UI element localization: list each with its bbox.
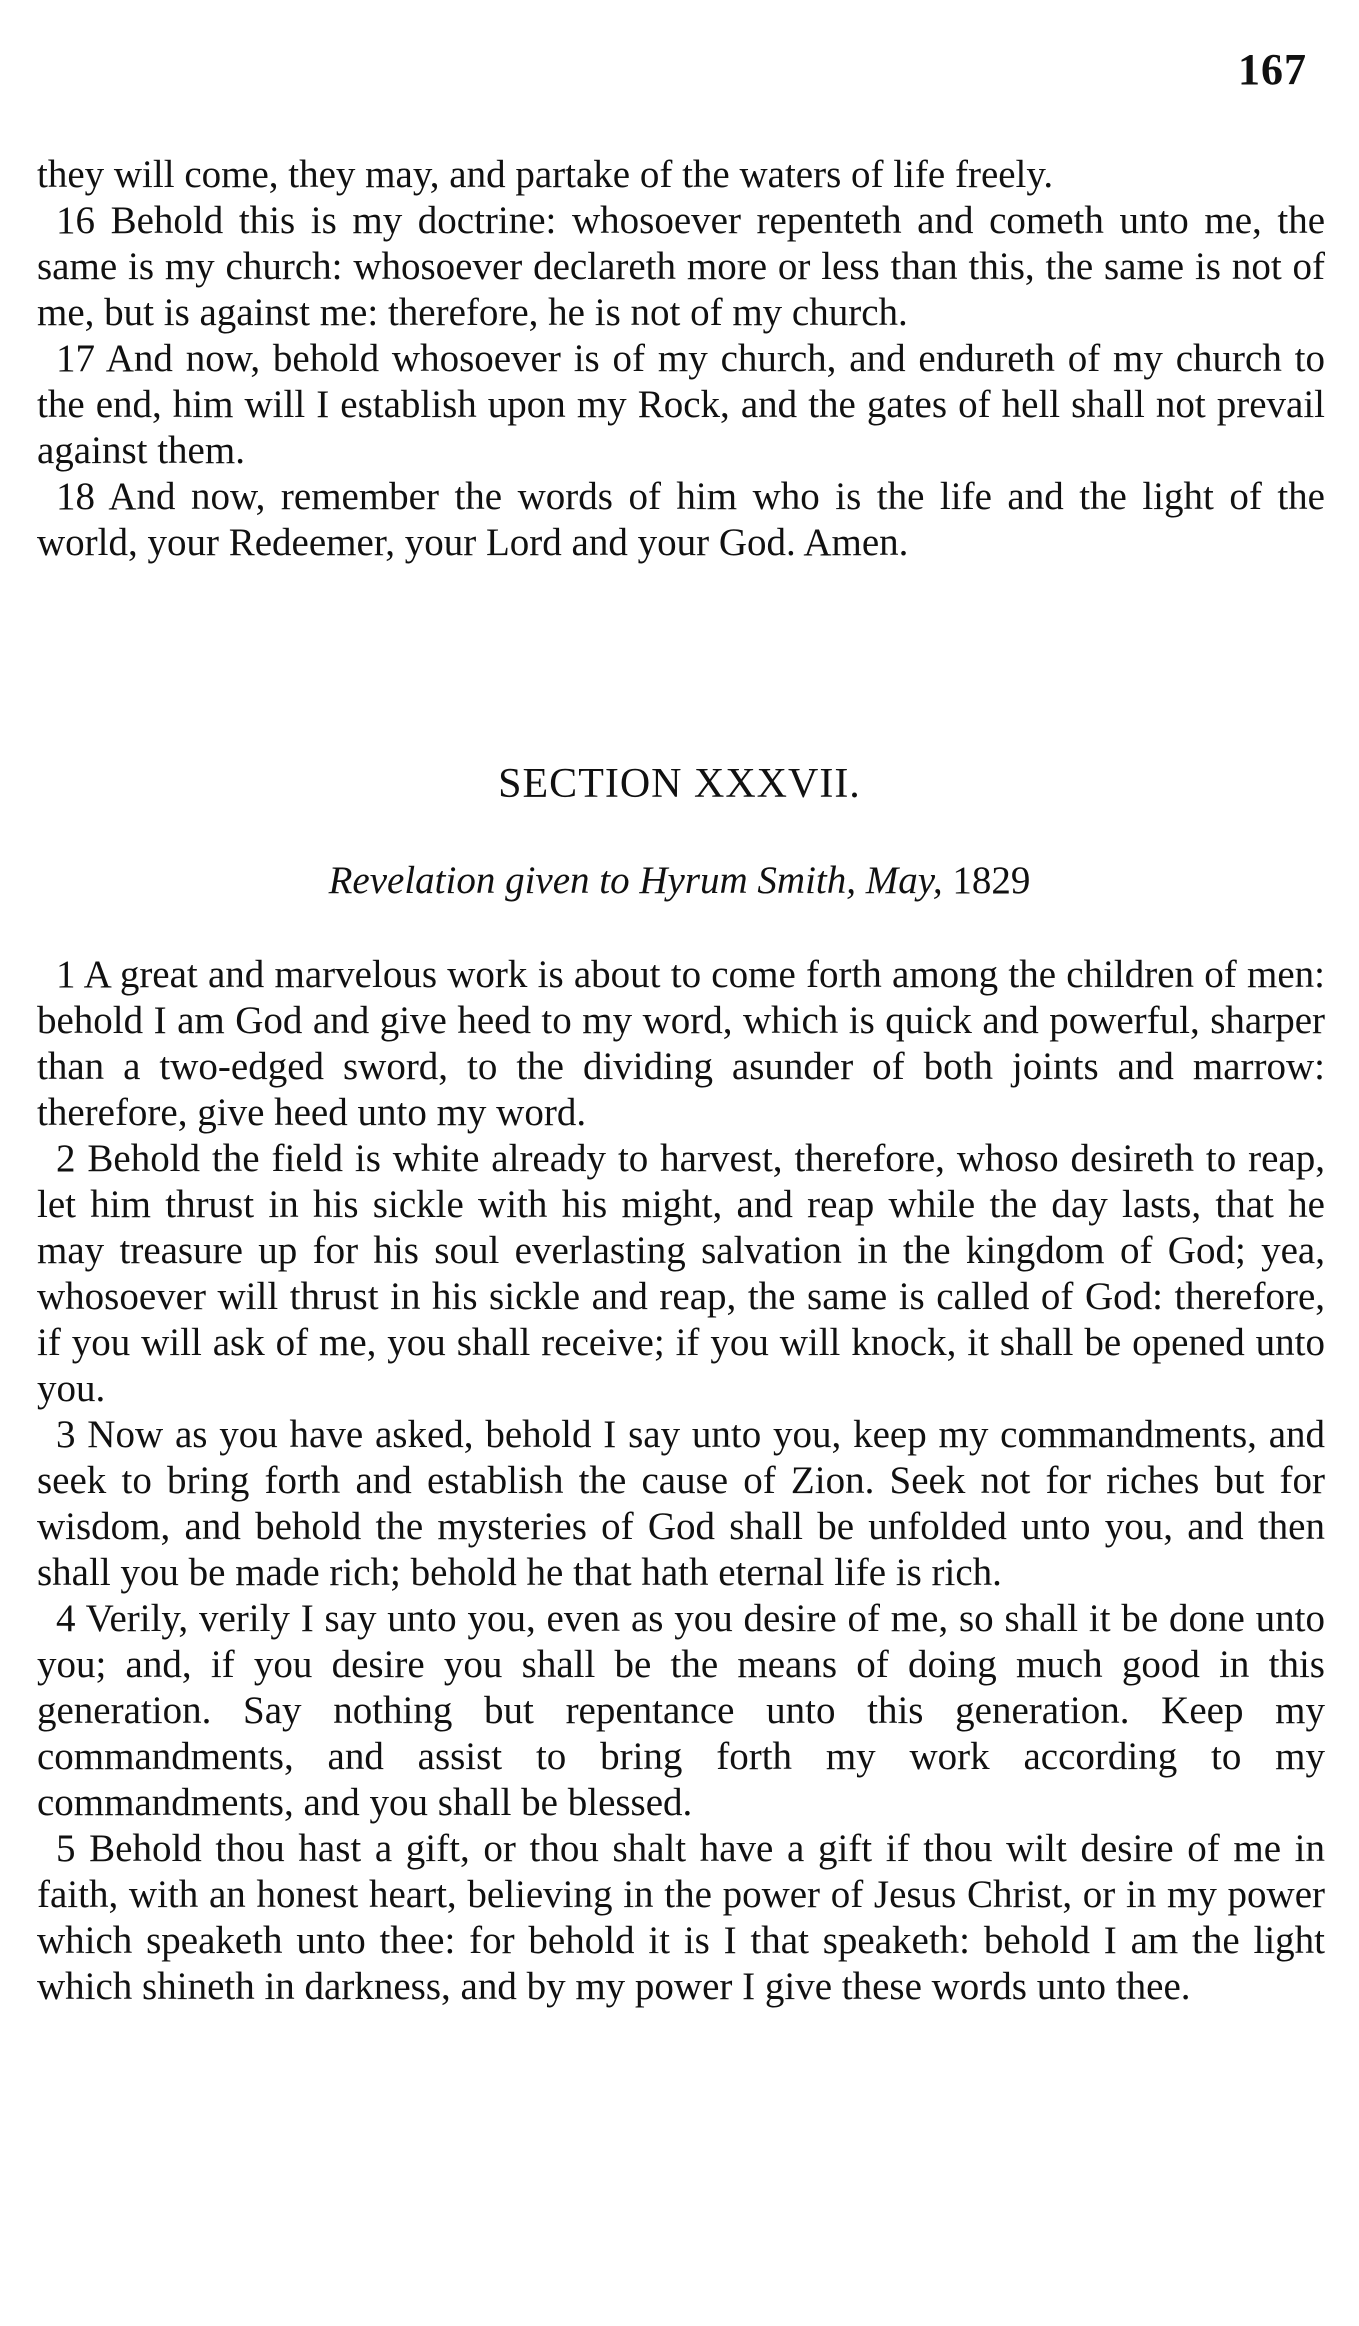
section-verses <box>37 952 1325 2010</box>
verse-15-continuation: they will come, they may, and partake of the waters of life freely. <box>37 153 1054 196</box>
verse-17: 17 And now, behold whosoever is of my church, and endureth of my church to the end, him will I establish upon my Rock, and the gates of hell shall not prevail against them. <box>37 337 1325 472</box>
verse-5: 5 Behold thou hast a gift, or thou shalt have a gift if thou wilt desire of me in faith, with an honest heart, believing in the power of Jesus Christ, or in my power which speaketh unto thee: for behold it is I that speaketh: behold I am the light which shineth in darkness, and by my power I give these words unto thee. <box>37 1827 1325 2008</box>
verse-3: 3 Now as you have asked, behold I say unto you, keep my commandments, and seek to bring forth and establish the cause of Zion. Seek not for riches but for wisdom, and behold the mysteries of God shall be unfolded unto you, and then shall you be made rich; behold he that hath eternal life is rich. <box>37 1413 1325 1594</box>
section-subtitle <box>0 858 1359 903</box>
subtitle-italic-text: Revelation given to Hyrum Smith, May, <box>328 859 943 902</box>
page-number: 167 <box>1238 45 1307 94</box>
section-heading: SECTION XXXVII. <box>498 761 861 807</box>
verse-18: 18 And now, remember the words of him who is the life and the light of the world, your Redeemer, your Lord and your God. Amen. <box>37 475 1325 564</box>
verse-2: 2 Behold the field is white already to harvest, therefore, whoso desireth to reap, let him thrust in his sickle with his might, and reap while the day lasts, that he may treasure up for his soul everlasting salvation in the kingdom of God; yea, whosoever will thrust in his sickle and reap, the same is called of God: therefore, if you will ask of me, you shall receive; if you will knock, it shall be opened unto you. <box>37 1137 1325 1410</box>
verse-1: 1 A great and marvelous work is about to come forth among the children of men: behold I am God and give heed to my word, which is quick and powerful, sharper than a two-edged sword, to the dividing asunder of both joints and marrow: therefore, give heed unto my word. <box>37 953 1325 1134</box>
continued-section-text <box>37 152 1325 566</box>
verse-16: 16 Behold this is my doctrine: whosoever repenteth and cometh unto me, the same is my church: whosoever declareth more or less than this, the same is not of me, but is against me: therefore, he is not of my church. <box>37 199 1325 334</box>
verse-4: 4 Verily, verily I say unto you, even as you desire of me, so shall it be done unto you; and, if you desire you shall be the means of doing much good in this generation. Say nothing but repentance unto this generation. Keep my commandments, and assist to bring forth my work according to my commandments, and you shall be blessed. <box>37 1597 1325 1824</box>
subtitle-year: 1829 <box>952 859 1031 902</box>
